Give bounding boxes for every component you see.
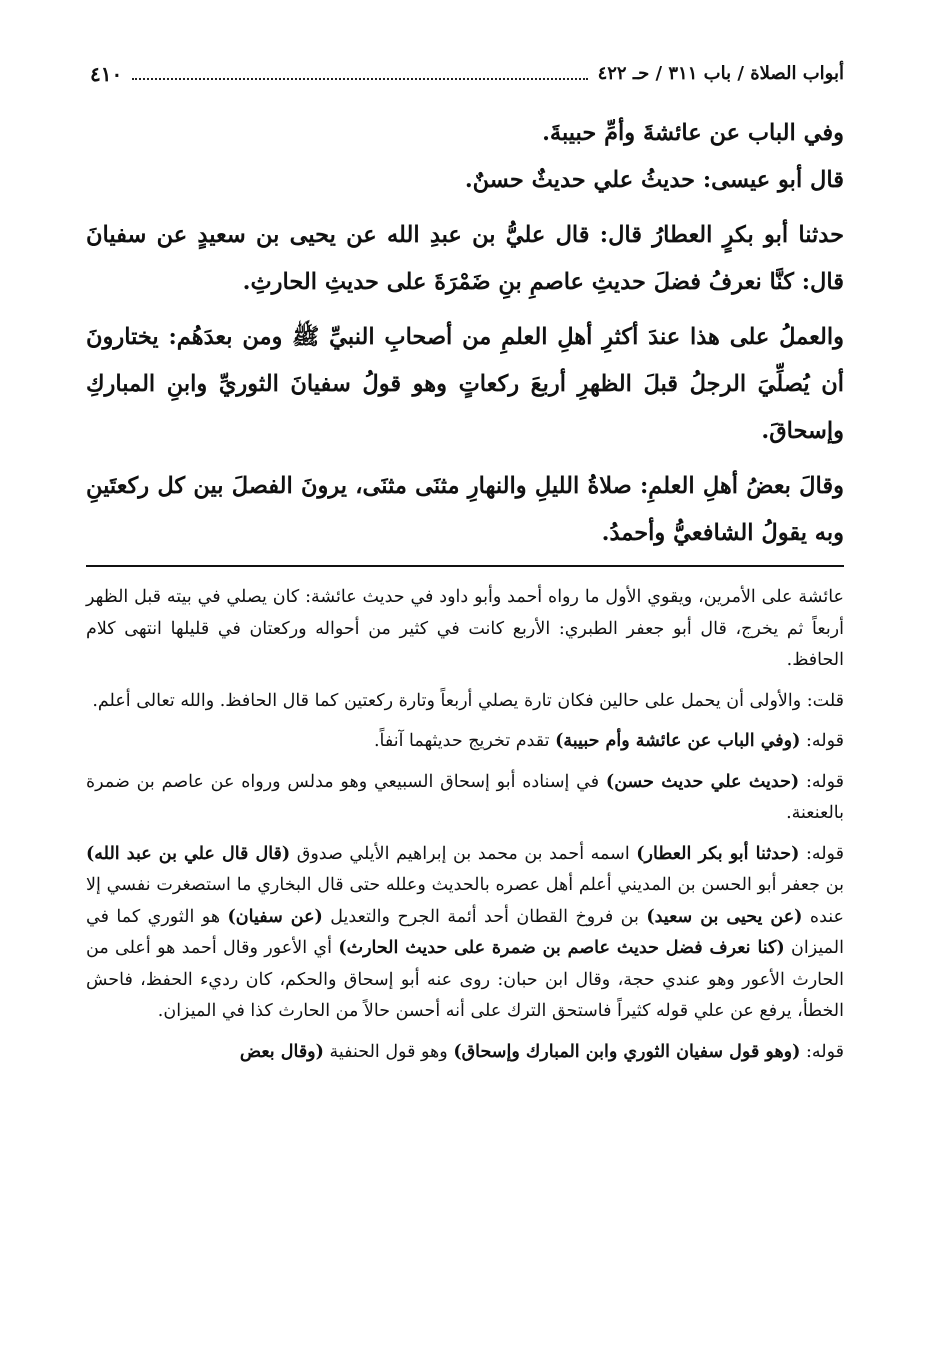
footnote-3-prefix: قوله: bbox=[800, 731, 844, 751]
footnote-5-quote-2: (قال قال علي بن عبد الله) bbox=[86, 843, 291, 864]
footnote-5-text-1: اسمه أحمد بن محمد بن إبراهيم الأيلي صدوق bbox=[290, 843, 637, 864]
footnote-5-quote-3: (عن يحيى بن سعيد) bbox=[646, 906, 803, 927]
main-text bbox=[86, 110, 844, 557]
footnote-4-quote: (حديث علي حديث حسن) bbox=[605, 771, 800, 792]
footnote-5 bbox=[86, 839, 844, 1028]
footnote-1: عائشة على الأمرين، ويقوي الأول ما رواه أحمد وأبو داود في حديث عائشة: كان يصلي في بيته قبل الظهر أربعاً ثم يخرج، قال أبو جعفر الطبري: الأربع كانت في كثير من أحواله وركعتان في قليلها انتهى كلام الحافظ. bbox=[86, 587, 844, 670]
main-paragraph-4: والعملُ على هذا عندَ أكثرِ أهلِ العلمِ من أصحابِ النبيِّ ﷺ ومن بعدَهُم: يختارونَ أن يُصلِّيَ الرجلُ قبلَ الظهرِ أربعَ ركعاتٍ وهو قولُ سفيانَ الثوريِّ وابنِ المباركِ وإسحاقَ. bbox=[86, 324, 844, 444]
running-header bbox=[90, 60, 844, 88]
footnote-3-text: تقدم تخريج حديثهما آنفاً. bbox=[373, 731, 556, 751]
footnote-5-text-3: بن فروخ القطان أحد أئمة الجرح والتعديل bbox=[322, 906, 647, 927]
page-number: ٤١٠ bbox=[90, 62, 123, 86]
main-paragraph-5: وقالَ بعضُ أهلِ العلمِ: صلاةُ الليلِ والنهارِ مثنَى مثنَى، يرونَ الفصلَ بين كل ركعتَينِ وبه يقولُ الشافعيُّ وأحمدُ. bbox=[86, 473, 844, 546]
footnote-5-text-2: بن جعفر أبو الحسن بن المديني أعلم أهل عصره بالحديث وعلله حتى قال البخاري ما استصغرت نفسي إلا عنده bbox=[86, 875, 844, 927]
footnote-6-text-1: وهو قول الحنفية bbox=[323, 1041, 454, 1062]
footnote-5-quote-4: (عن سفيان) bbox=[227, 906, 323, 927]
footnotes bbox=[86, 582, 844, 1068]
main-paragraph-2: قال أبو عيسى: حديثُ علي حديثٌ حسنٌ. bbox=[464, 167, 844, 193]
footnote-3-quote: (وفي الباب عن عائشة وأم حبيبة) bbox=[555, 731, 801, 751]
footnote-5-text-5: أي الأعور وقال أحمد هو أعلى من الحارث الأعور وهو عندي حجة، وقال ابن حبان: روى عنه أبو إسحاق والحكم، كان رديء الحفظ، فاحش الخطأ، يرفع عن علي قوله كثيراً فاستحق الترك على أنه أحسن حالاً من الحارث كذا في الميزان. bbox=[86, 938, 844, 1021]
footnote-4-text: في إسناده أبو إسحاق السبيعي وهو مدلس ورواه عن عاصم بن ضمرة بالعنعنة. bbox=[86, 771, 844, 823]
footnote-5-quote-5: (كنا نعرف فضل حديث عاصم بن ضمرة على حديث الحارث) bbox=[338, 938, 785, 958]
footnote-5-text-4: هو الثوري كما في الميزان bbox=[86, 906, 844, 958]
footnote-3 bbox=[86, 726, 844, 758]
footnote-4 bbox=[86, 767, 844, 830]
main-paragraph-1: وفي الباب عن عائشةَ وأمِّ حبيبةَ. bbox=[542, 120, 844, 146]
header-dotted-leader bbox=[132, 78, 587, 80]
footnote-5-prefix: قوله: bbox=[799, 843, 844, 864]
footnote-6 bbox=[86, 1037, 844, 1069]
footnote-divider bbox=[86, 565, 844, 567]
footnote-4-prefix: قوله: bbox=[799, 771, 844, 792]
footnote-6-quote-1: (وهو قول سفيان الثوري وابن المبارك وإسحاق) bbox=[453, 1041, 801, 1062]
footnote-6-quote-2: (وقال بعض bbox=[239, 1041, 324, 1062]
header-title: أبواب الصلاة / باب ٣١١ / حـ ٤٢٢ bbox=[597, 63, 844, 84]
footnote-5-quote-1: (حدثنا أبو بكر العطار) bbox=[636, 843, 800, 864]
footnote-2: قلت: والأولى أن يحمل على حالين فكان تارة يصلي أربعاً وتارة ركعتين كما قال الحافظ. والله تعالى أعلم. bbox=[92, 690, 844, 711]
main-paragraph-3: حدثنا أبو بكرٍ العطارُ قال: قال عليُّ بن عبدِ الله عن يحيى بن سعيدٍ عن سفيانَ قال: كنَّا نعرفُ فضلَ حديثِ عاصمِ بنِ ضَمْرَةَ على حديثِ الحارثِ. bbox=[86, 222, 844, 295]
footnote-6-prefix: قوله: bbox=[800, 1041, 844, 1062]
